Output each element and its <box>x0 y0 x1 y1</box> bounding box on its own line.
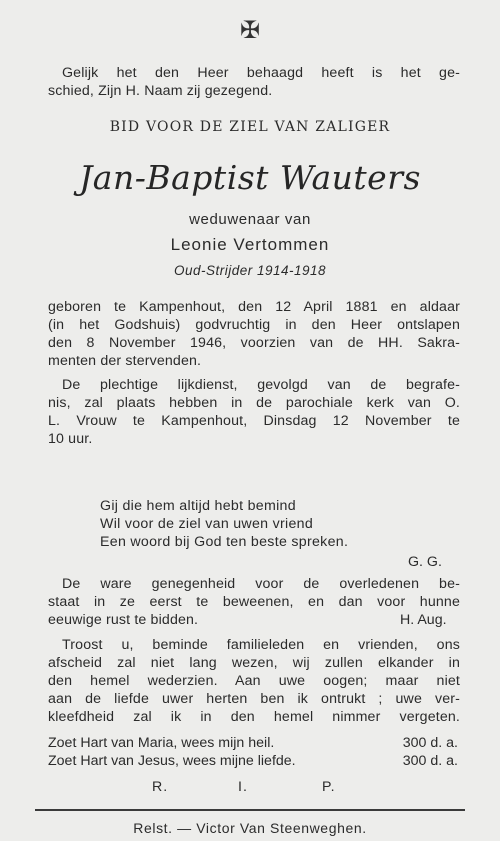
poem-line-1: Gij die hem altijd hebt bemind <box>100 498 296 514</box>
poem-line-2: Wil voor de ziel van uwen vriend <box>100 516 314 532</box>
cross-icon: ✠ <box>239 16 261 44</box>
printer-credit: Relst. — Victor Van Steenweghen. <box>133 820 367 836</box>
consolation-line-1: Troost u, beminde familieleden en vrienden, ons <box>62 637 460 653</box>
funeral-line-1: De plechtige lijkdienst, gevolgd van de begrafe- <box>62 377 460 393</box>
opening-line-1: Gelijk het den Heer behaagd heeft is het ge- <box>62 65 460 81</box>
opening-line-2: schied, Zijn H. Naam zij gezegend. <box>48 83 273 99</box>
spouse-name: Leonie Vertommen <box>170 235 330 254</box>
indulgence-text-1: Zoet Hart van Maria, wees mijn heil. <box>48 735 275 751</box>
bio-line-2: (in het Godshuis) godvruchtig in den Heer ontslapen <box>48 317 460 333</box>
poem-line-3: Een woord bij God ten beste spreken. <box>100 534 349 550</box>
rip-p: P. <box>322 779 336 795</box>
veteran-label: Oud-Strijder 1914-1918 <box>173 263 327 278</box>
funeral-line-3: L. Vrouw te Kampenhout, Dinsdag 12 November te <box>48 413 460 429</box>
quote-line-3: eeuwige rust te bidden. <box>48 612 199 628</box>
consolation-line-4: aan de liefde uwer herten ben ik ontrukt ; uwe ver- <box>48 691 460 707</box>
prayer-heading: BID VOOR DE ZIEL VAN ZALIGER <box>109 119 391 135</box>
indulgence-text-2: Zoet Hart van Jesus, wees mijne liefde. <box>48 753 296 769</box>
bio-line-1: geboren te Kampenhout, den 12 April 1881 en aldaar <box>48 299 460 315</box>
quote-line-1: De ware genegenheid voor de overledenen be- <box>62 576 460 592</box>
quote-line-2: staat in ze eerst te beweenen, en dan voor hunne <box>48 594 460 610</box>
quote-signature: H. Aug. <box>400 612 447 628</box>
relation-label: weduwenaar van <box>189 211 311 228</box>
bio-line-4: menten der stervenden. <box>48 353 202 369</box>
footer-divider <box>35 809 465 811</box>
poem-signature: G. G. <box>408 554 442 570</box>
rip-i: I. <box>238 779 248 795</box>
consolation-line-5: kleefdheid zal ik in den hemel nimmer vergeten. <box>48 709 460 725</box>
funeral-line-2: nis, zal plaats hebben in de parochiale kerk van O. <box>48 395 460 411</box>
consolation-line-3: den hemel wederzien. Aan uwe oogen; maar niet <box>48 673 460 689</box>
indulgence-days-1: 300 d. a. <box>402 735 458 751</box>
deceased-name: Jan-Baptist Wauters <box>79 158 421 197</box>
consolation-line-2: afscheid zal niet lang wezen, wij zullen elkander in <box>48 655 460 671</box>
funeral-line-4: 10 uur. <box>48 431 93 447</box>
rip-r: R. <box>152 779 169 795</box>
indulgence-days-2: 300 d. a. <box>402 753 458 769</box>
bio-line-3: den 8 November 1946, voorzien van de HH. Sakra- <box>48 335 460 351</box>
